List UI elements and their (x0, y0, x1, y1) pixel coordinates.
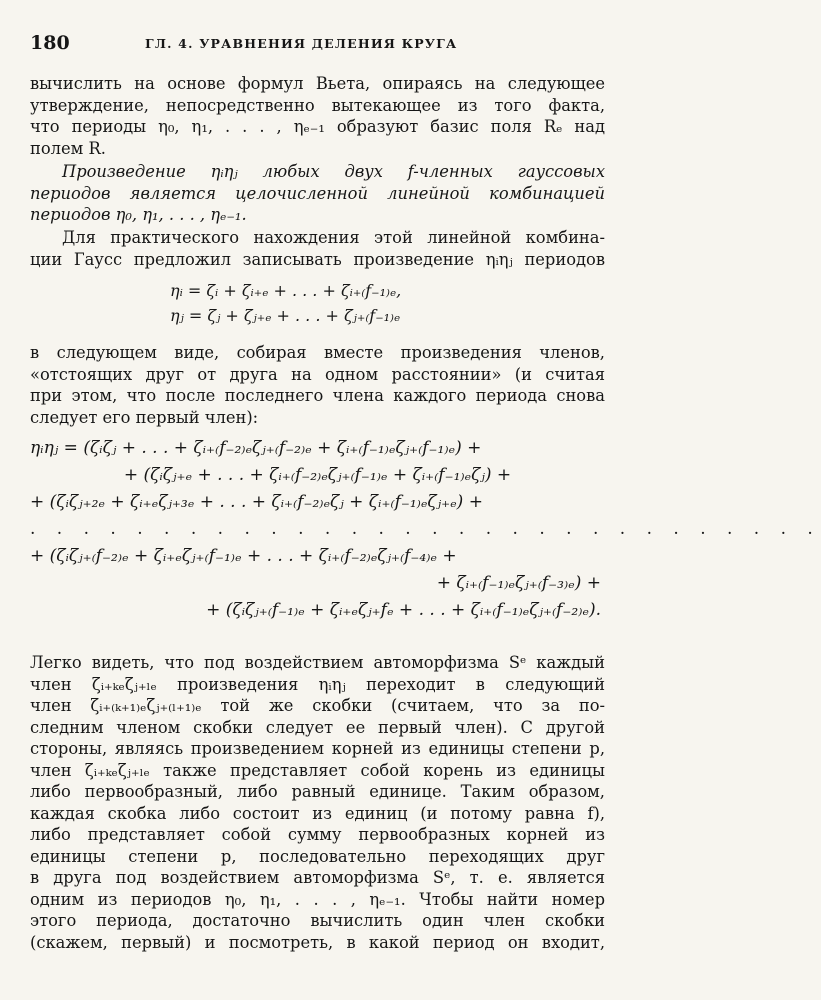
text-line: либо первообразный, либо равный единице. Таким образом, (30, 782, 605, 801)
text-line: Произведение ηᵢηⱼ любых двух f-членных гауссовых (62, 162, 605, 181)
equation-line: ηᵢηⱼ = (ζᵢζⱼ + . . . + ζᵢ₊₍f₋₂₎ₑζⱼ₊₍f₋₂₎ₑ + ζᵢ₊₍f₋₁₎ₑζⱼ₊₍f₋₁₎ₑ) + (30, 438, 482, 458)
text-line: член ζᵢ₊ₖₑζⱼ₊ₗₑ также представляет собой корень из единицы (30, 760, 605, 780)
text-line: этого периода, достаточно вычислить один член скобки (30, 911, 605, 930)
text-line: при этом, что после последнего члена каждого периода снова (30, 386, 605, 405)
equation-line: + (ζᵢζⱼ₊₍f₋₂₎ₑ + ζᵢ₊ₑζⱼ₊₍f₋₁₎ₑ + . . . + ζᵢ₊₍f₋₂₎ₑζⱼ₊₍f₋₄₎ₑ + (30, 546, 457, 566)
equation-periods (30, 278, 605, 328)
page-number: 180 (30, 32, 70, 54)
text-line: Для практического нахождения этой линейной комбина- (62, 228, 605, 247)
paragraph-1 (30, 73, 605, 159)
equation-ellipsis-line: . . . . . . . . . . . . . . . . . . . . . . . . . . . . . . (30, 519, 821, 539)
running-title: ГЛ. 4. УРАВНЕНИЯ ДЕЛЕНИЯ КРУГА (145, 36, 458, 51)
text-line: «отстоящих друг от друга на одном расстоянии» (и считая (30, 364, 605, 384)
equation-line: + (ζᵢζⱼ₊ₑ + . . . + ζᵢ₊₍f₋₂₎ₑζⱼ₊₍f₋₁₎ₑ + ζᵢ₊₍f₋₁₎ₑζⱼ) + (123, 465, 512, 485)
text-line: периодов является целочисленной линейной комбинацией (30, 183, 605, 203)
text-line: что периоды η₀, η₁, . . . , ηₑ₋₁ образуют базис поля Rₑ над (30, 117, 605, 136)
text-line: каждая скобка либо состоит из единиц (и потому равна f), (30, 803, 605, 823)
text-line: полем R. (30, 138, 106, 158)
text-line: в следующем виде, собирая вместе произведения членов, (30, 343, 605, 362)
equation-product (30, 435, 821, 624)
text-line: утверждение, непосредственно вытекающее из того факта, (30, 95, 605, 115)
text-line: стороны, являясь произведением корней из единицы степени p, (30, 739, 605, 758)
text-line: Легко видеть, что под воздействием автоморфизма Sᵉ каждый (30, 653, 605, 672)
text-line: в друга под воздействием автоморфизма Sᵉ, т. е. является (30, 868, 605, 887)
text-line: ции Гаусс предложил записывать произведение ηᵢηⱼ периодов (30, 249, 605, 269)
text-line: член ζᵢ₊ₖₑζⱼ₊ₗₑ произведения ηᵢηⱼ переходит в следующий (30, 674, 605, 694)
text-line: либо представляет собой сумму первообразных корней из (30, 825, 605, 844)
text-line: следует его первый член): (30, 407, 259, 427)
running-header (30, 30, 605, 56)
paragraph-3 (30, 342, 605, 428)
text-line: одним из периодов η₀, η₁, . . . , ηₑ₋₁. Чтобы найти номер (30, 889, 605, 909)
theorem-statement (30, 161, 605, 226)
equation-line: + (ζᵢζⱼ₊₂ₑ + ζᵢ₊ₑζⱼ₊₃ₑ + . . . + ζᵢ₊₍f₋₂₎ₑζⱼ + ζᵢ₊₍f₋₁₎ₑζⱼ₊ₑ) + (30, 492, 483, 512)
equation-line: ηⱼ = ζⱼ + ζⱼ₊ₑ + . . . + ζⱼ₊₍f₋₁₎ₑ (170, 306, 401, 325)
text-line: следним членом скобки следует ее первый член). С другой (30, 717, 605, 737)
equation-line: + ζᵢ₊₍f₋₁₎ₑζⱼ₊₍f₋₃₎ₑ) + (436, 573, 601, 593)
equation-line: + (ζᵢζⱼ₊₍f₋₁₎ₑ + ζᵢ₊ₑζⱼ₊fₑ + . . . + ζᵢ₊₍f₋₁₎ₑζⱼ₊₍f₋₂₎ₑ). (206, 600, 601, 620)
text-line: (скажем, первый) и посмотреть, в какой период он входит, (30, 932, 605, 952)
text-line: вычислить на основе формул Вьета, опираясь на следующее (30, 74, 605, 93)
text-line: единицы степени p, последовательно переходящих друг (30, 846, 605, 866)
text-line: периодов η₀, η₁, . . . , ηₑ₋₁. (30, 205, 247, 224)
text-line: член ζᵢ₊₍ₖ₊₁₎ₑζⱼ₊₍ₗ₊₁₎ₑ той же скобки (считаем, что за по- (30, 696, 605, 715)
paragraph-4 (30, 652, 605, 953)
equation-line: ηᵢ = ζᵢ + ζᵢ₊ₑ + . . . + ζᵢ₊₍f₋₁₎ₑ, (170, 281, 402, 300)
paragraph-2 (30, 227, 605, 270)
